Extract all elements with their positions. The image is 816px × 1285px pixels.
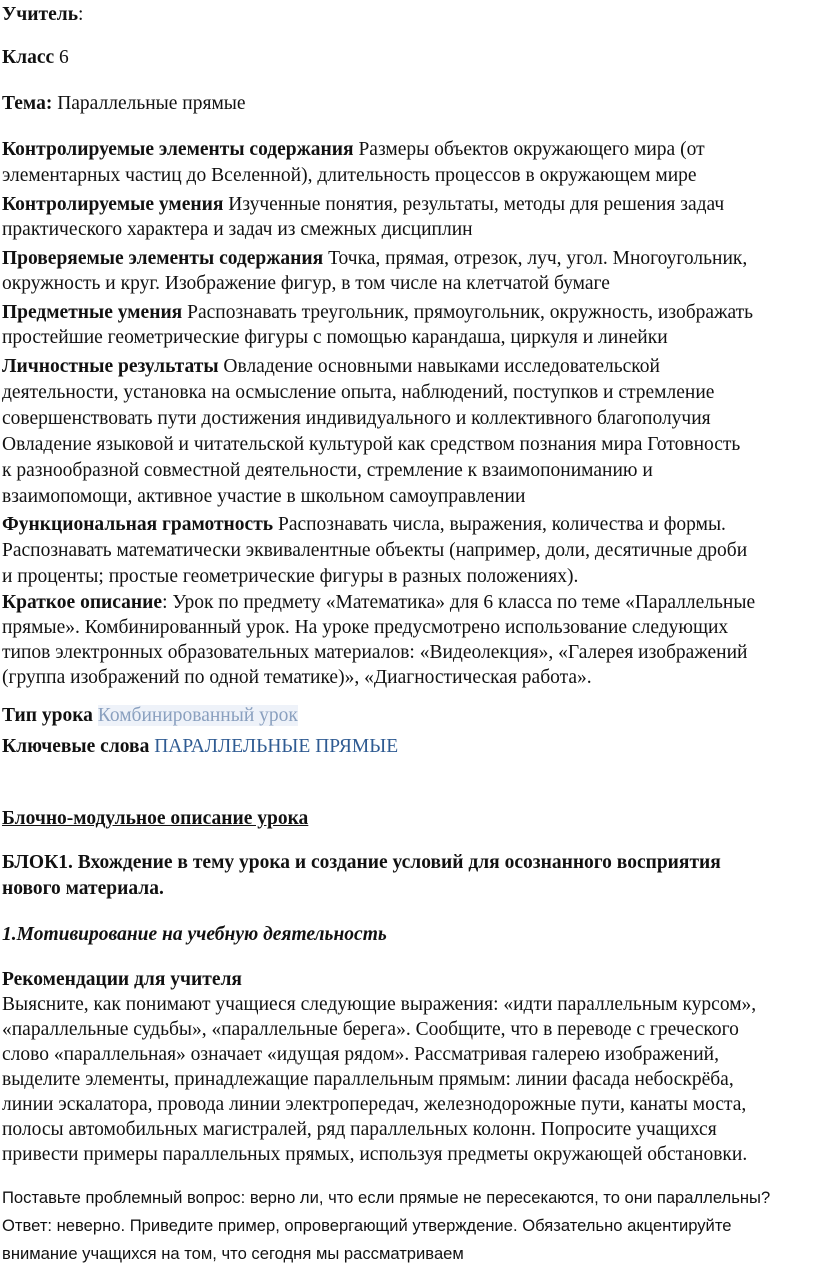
summary-text: : Урок по предмету «Математика» для 6 класса по теме «Параллельные — [162, 592, 756, 613]
personal-results-line-2: деятельности, установка на осмысление опыта, наблюдений, поступков и стремление — [2, 382, 715, 403]
teacher-label: Учитель — [2, 4, 79, 25]
skills-text: Изученные понятия, результаты, методы для решения задач — [228, 194, 725, 215]
skills-label: Контролируемые умения — [2, 194, 224, 215]
functional-literacy-line-3: и проценты; простые геометрические фигуры в разных положениях). — [2, 566, 579, 587]
personal-results-text: Овладение основными навыками исследовательской — [223, 356, 660, 377]
block1-title-line-1: БЛОК1. Вхождение в тему урока и создание условий для осознанного восприятия — [2, 852, 721, 873]
subject-skills-text: Распознавать треугольник, прямоугольник, окружность, изображать — [187, 302, 754, 323]
personal-results-line-4: Овладение языковой и читательской культурой как средством познания мира Готовность — [2, 434, 741, 455]
recommendations-line-6: полосы автомобильных магистралей, ряд параллельных колонн. Попросите учащихся — [2, 1119, 717, 1140]
recommendations-line-7: привести примеры параллельных прямых, используя предметы окружающей обстановки. — [2, 1144, 748, 1165]
functional-literacy-text: Распознавать числа, выражения, количества и формы. — [277, 514, 726, 535]
personal-results-line-5: к разнообразной совместной деятельности, стремление к взаимопониманию и — [2, 460, 653, 481]
topic-line — [2, 91, 246, 117]
summary-line-4: (группа изображений по одной тематике)», «Диагностическая работа». — [2, 667, 592, 688]
block1-title-line-2: нового материала. — [2, 878, 164, 899]
keywords-label: Ключевые слова — [2, 736, 150, 757]
block-description-title: Блочно-модульное описание урока — [2, 808, 309, 829]
grade-value: 6 — [59, 47, 69, 68]
motivation-heading: 1.Мотивирование на учебную деятельность — [2, 924, 387, 945]
checked-elements-line-1 — [2, 246, 747, 272]
problem-question-line-1: Поставьте проблемный вопрос: верно ли, что если прямые не пересекаются, то они параллельны? — [2, 1188, 771, 1207]
personal-results-line-6: взаимопомощи, активное участие в школьном самоуправлении — [2, 486, 526, 507]
recommendations-line-1: Выясните, как понимают учащиеся следующие выражения: «идти параллельным курсом», — [2, 994, 757, 1015]
lesson-type-label: Тип урока — [2, 705, 93, 726]
grade-line — [2, 45, 69, 71]
keywords-value: ПАРАЛЛЕЛЬНЫЕ ПРЯМЫЕ — [154, 736, 399, 757]
functional-literacy-line-2: Распознавать математически эквивалентные объекты (например, доли, десятичные дроби — [2, 540, 748, 561]
summary-line-2: прямые». Комбинированный урок. На уроке предусмотрено использование следующих — [2, 617, 729, 638]
personal-results-line-1 — [2, 354, 660, 380]
summary-line-1 — [2, 590, 755, 616]
recommendations-title: Рекомендации для учителя — [2, 969, 242, 990]
teacher-line — [2, 2, 83, 28]
skills-line-2: практического характера и задач из смежных дисциплин — [2, 219, 473, 240]
lesson-type-value: Комбинированный урок — [97, 705, 298, 726]
skills-line-1 — [2, 192, 724, 218]
teacher-suffix: : — [78, 4, 84, 25]
problem-question-line-2: Ответ: неверно. Приведите пример, опровергающий утверждение. Обязательно акцентируйте — [2, 1216, 732, 1235]
subject-skills-label: Предметные умения — [2, 302, 183, 323]
personal-results-line-3: совершенствовать пути достижения индивидуального и коллективного благополучия — [2, 408, 711, 429]
recommendations-line-2: «параллельные судьбы», «параллельные берега». Сообщите, что в переводе с греческого — [2, 1019, 739, 1040]
lesson-type-line — [2, 703, 298, 729]
problem-question-line-3: внимание учащихся на том, что сегодня мы рассматриваем — [2, 1244, 464, 1263]
recommendations-line-3: слово «параллельная» означает «идущая рядом». Рассматривая галерею изображений, — [2, 1044, 719, 1065]
topic-label: Тема: — [2, 93, 53, 114]
keywords-line — [2, 734, 398, 760]
topic-value: Параллельные прямые — [57, 93, 246, 114]
grade-label: Класс — [2, 47, 55, 68]
checked-elements-label: Проверяемые элементы содержания — [2, 248, 324, 269]
content-elements-line-2: элементарных частиц до Вселенной), длительность процессов в окружающем мире — [2, 165, 697, 186]
recommendations-line-4: выделите элементы, принадлежащие параллельным прямым: линии фасада небоскрёба, — [2, 1069, 734, 1090]
summary-line-3: типов электронных образовательных материалов: «Видеолекция», «Галерея изображений — [2, 642, 748, 663]
recommendations-line-5: линии эскалатора, провода линии электропередач, железнодорожные пути, канаты моста, — [2, 1094, 747, 1115]
personal-results-label: Личностные результаты — [2, 356, 219, 377]
content-elements-line-1 — [2, 137, 705, 163]
functional-literacy-label: Функциональная грамотность — [2, 514, 274, 535]
checked-elements-line-2: окружность и круг. Изображение фигур, в том числе на клетчатой бумаге — [2, 273, 610, 294]
subject-skills-line-1 — [2, 300, 753, 326]
summary-label: Краткое описание — [2, 592, 163, 613]
subject-skills-line-2: простейшие геометрические фигуры с помощью карандаша, циркуля и линейки — [2, 327, 668, 348]
content-elements-label: Контролируемые элементы содержания — [2, 139, 354, 160]
checked-elements-text: Точка, прямая, отрезок, луч, угол. Многоугольник, — [328, 248, 748, 269]
content-elements-text: Размеры объектов окружающего мира (от — [358, 139, 705, 160]
functional-literacy-line-1 — [2, 512, 726, 538]
